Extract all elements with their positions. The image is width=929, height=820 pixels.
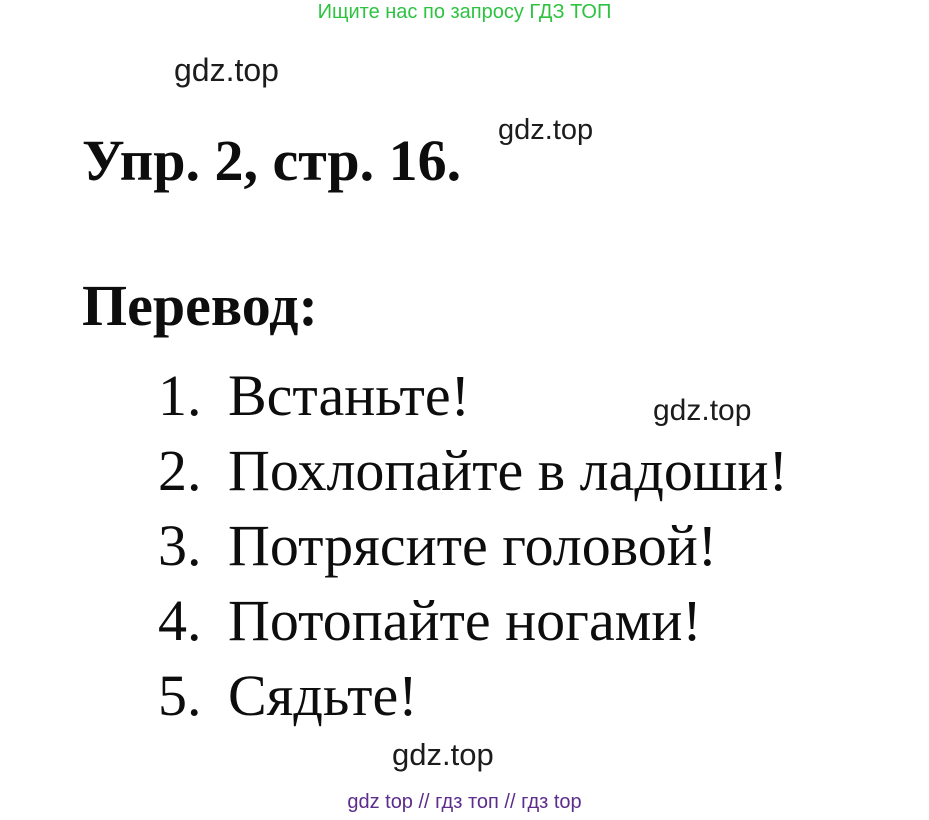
list-item [158,358,858,433]
list-item-text: Похлопайте в ладоши! [228,438,788,503]
watermark-bottom-center: gdz.top [392,737,494,772]
list-item-text: Сядьте! [228,663,418,728]
watermark-beside-heading: gdz.top [498,114,594,146]
watermark-beside-item1: gdz.top [653,394,752,427]
list-item-text: Потрясите головой! [228,513,718,578]
watermark-top-left: gdz.top [174,52,279,88]
translation-list [158,358,858,733]
exercise-heading: Упр. 2, стр. 16. [82,127,462,193]
translation-heading: Перевод: [82,273,318,339]
list-item [158,433,858,508]
list-item-text: Встаньте! [228,363,470,428]
list-item [158,508,858,583]
list-item [158,583,858,658]
list-item-text: Потопайте ногами! [228,588,702,653]
list-item-number: 5. [158,663,202,728]
list-item-number: 1. [158,363,202,428]
list-item [158,658,858,733]
list-item-number: 4. [158,588,202,653]
promo-banner-text: Ищите нас по запросу ГДЗ ТОП [317,1,612,23]
list-item-number: 2. [158,438,202,503]
footer-site-tags: gdz top // гдз топ // гдз top [347,791,582,813]
list-item-number: 3. [158,513,202,578]
